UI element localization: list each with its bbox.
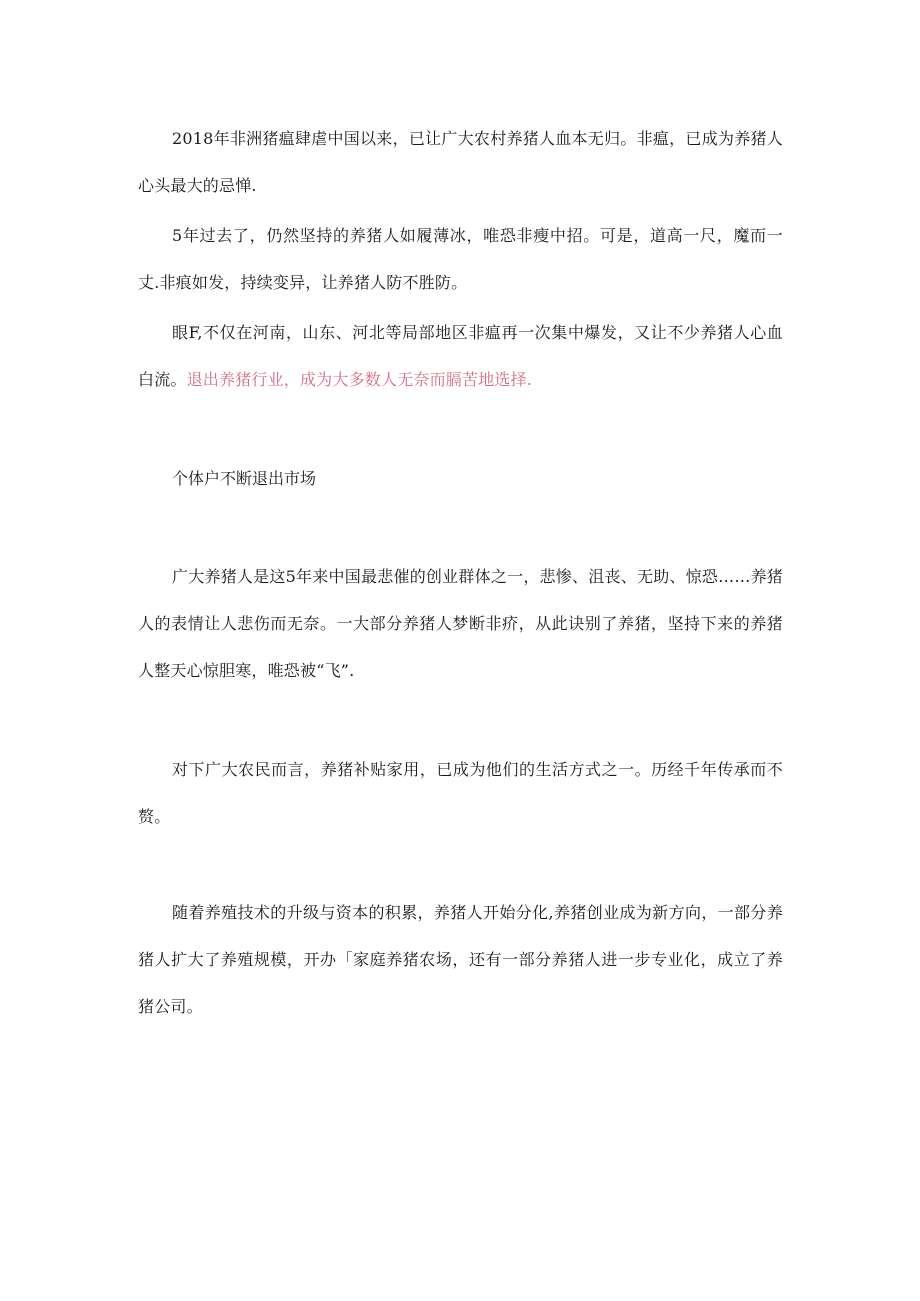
paragraph-1	[138, 115, 783, 209]
paragraph-6	[138, 889, 783, 1030]
paragraph-5	[138, 746, 783, 840]
paragraph-3	[138, 309, 783, 403]
paragraph-4-text: 广大养猪人是这5年来中国最悲催的创业群体之一，悲惨、沮丧、无助、惊恐……养猪人的表情让人悲伤而无奈。一大部分养猪人梦断非疥，从此诀别了养猪，坚持下来的养猪人整天心惊胆寒，唯恐被“飞”.	[138, 567, 783, 680]
paragraph-3-highlight-text: 退出养猪行业，成为大多数人无奈而膈苦地选择.	[186, 370, 533, 389]
paragraph-3-text: 眼F,不仅在河南，山东、河北等局部地区非瘟再一次集中爆发，又让不少养猪人心血白流。	[138, 323, 783, 389]
paragraph-5-text: 对下广大农民而言，养猪补贴家用，已成为他们的生活方式之一。历经千年传承而不赘。	[138, 760, 783, 826]
paragraph-6-text: 随着养殖技术的升级与资本的积累，养猪人开始分化,养猪创业成为新方向，一部分养猪人扩大了养殖规模，开办「家庭养猪农场，还有一部分养猪人进一步专业化，成立了养猪公司。	[138, 903, 783, 1016]
paragraph-4	[138, 553, 783, 694]
paragraph-1-text: 2018年非洲猪瘟肆虐中国以来，已让广大农村养猪人血本无归。非瘟，已成为养猪人心头最大的忌惮.	[138, 129, 783, 195]
paragraph-2	[138, 212, 783, 306]
paragraph-2-text: 5年过去了，仍然坚持的养猪人如履薄冰，唯恐非瘦中招。可是，道高一尺，魔而一丈.非痕如发，持续变异，让养猪人防不胜防。	[138, 226, 783, 292]
section-heading: 个体户不断退出市场	[172, 469, 317, 488]
